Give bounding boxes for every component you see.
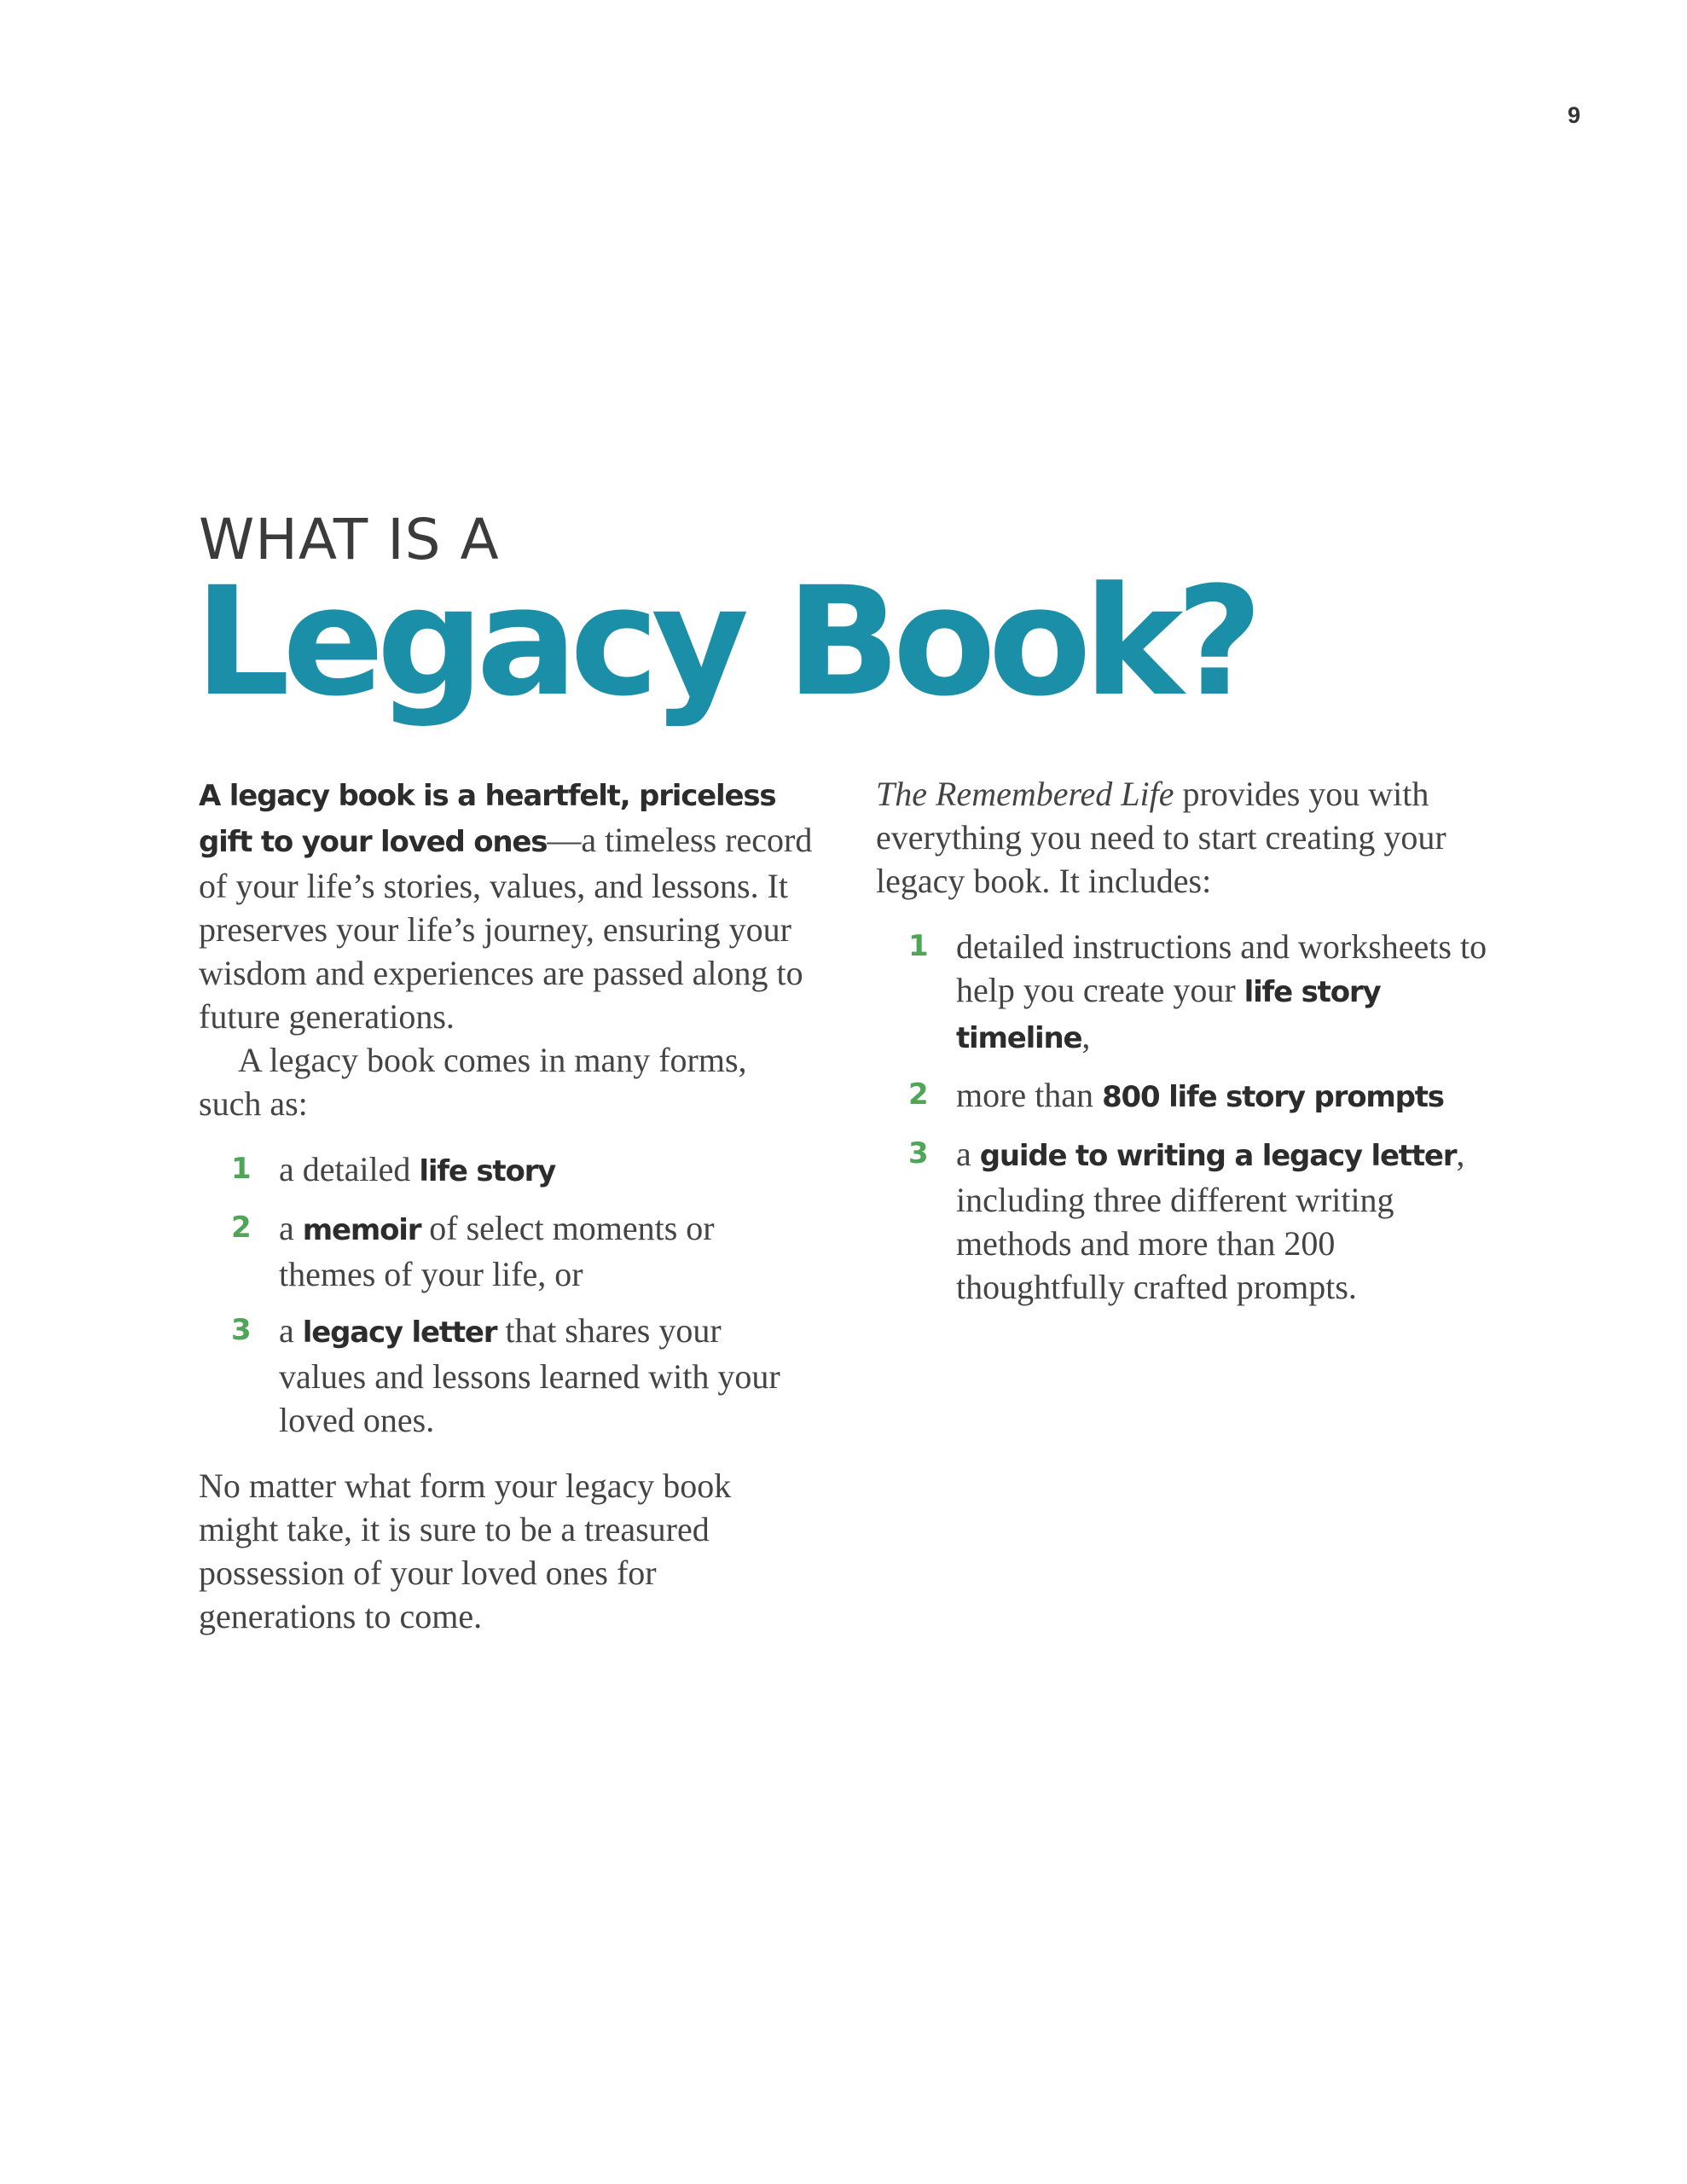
item-bold-text: guide to writing a legacy letter	[979, 1139, 1457, 1173]
right-intro-text: provides you with everything you need to start creating your legacy book. It includes:	[876, 775, 1446, 900]
list-number: 2	[908, 1077, 929, 1112]
forms-list	[231, 1147, 813, 1442]
list-number: 1	[231, 1152, 252, 1186]
item-bold-text: memoir	[302, 1213, 421, 1247]
item-bold-text: life story timeline	[956, 975, 1381, 1055]
right-column	[876, 772, 1490, 1321]
item-bold-text: legacy letter	[302, 1316, 497, 1350]
item-text: a	[956, 1135, 980, 1173]
intro-paragraph	[199, 772, 813, 1038]
right-intro-paragraph	[876, 772, 1490, 903]
item-text: , including three different writing methods and more than 200 thoughtfully crafted prompts.	[956, 1135, 1465, 1306]
list-number: 3	[908, 1136, 929, 1170]
closing-paragraph: No matter what form your legacy book might take, it is sure to be a treasured possession of your loved ones for generations to come.	[199, 1467, 732, 1635]
heading-kicker: WHAT IS A	[199, 507, 500, 572]
item-text: of select moments or themes of your life, or	[279, 1209, 715, 1293]
item-text: detailed instructions and worksheets to help you create your	[956, 927, 1487, 1009]
intro-text: —a timeless record of your life’s stories, values, and lessons. It preserves your life’s journey, ensuring your wisdom and experiences are passed along to future generations.	[199, 821, 813, 1036]
item-text: a	[279, 1209, 303, 1247]
page-title: Legacy Book?	[194, 555, 1255, 729]
list-number: 3	[231, 1313, 252, 1347]
item-text: that shares your values and lessons learned with your loved ones.	[279, 1311, 780, 1439]
includes-list	[908, 925, 1490, 1309]
list-item	[908, 1073, 1490, 1119]
item-text: a	[279, 1311, 303, 1350]
item-text: more than	[956, 1076, 1103, 1114]
intro-bold-text: A legacy book is a heartfelt, priceless gift to your loved ones	[199, 779, 776, 859]
list-item	[231, 1206, 813, 1296]
item-bold-text: 800 life story prompts	[1102, 1080, 1444, 1114]
item-text: ,	[1081, 1017, 1091, 1055]
list-item	[908, 925, 1490, 1060]
list-number: 1	[908, 929, 929, 963]
list-number: 2	[231, 1211, 252, 1245]
left-column	[199, 772, 813, 1638]
item-bold-text: life story	[419, 1154, 556, 1188]
list-item	[231, 1147, 813, 1194]
page-number: 9	[1568, 102, 1581, 128]
list-item	[908, 1132, 1490, 1309]
book-title-italic: The Remembered Life	[876, 775, 1174, 813]
item-text: a detailed	[279, 1150, 420, 1188]
forms-intro: A legacy book comes in many forms, such as:	[199, 1041, 747, 1123]
list-item	[231, 1309, 813, 1442]
